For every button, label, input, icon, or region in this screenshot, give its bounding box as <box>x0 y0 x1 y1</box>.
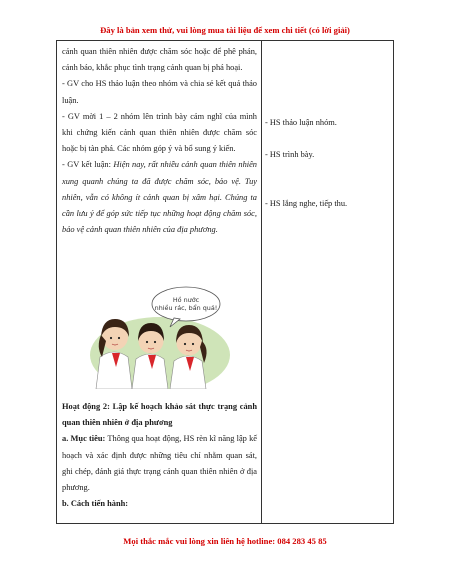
paragraph-group-discussion: - GV cho HS thảo luận theo nhóm và chia sẻ kết quả thảo luận. <box>62 79 257 105</box>
activity-two-section <box>62 399 257 512</box>
student-note-discussion: - HS thảo luận nhóm. <box>265 118 337 127</box>
conclusion-text: Hiện nay, rất nhiều cảnh quan thiên nhiên xung quanh chúng ta đã được chăm sóc, bảo vệ. Tuy nhiên, vẫn có không ít cảnh quan bị xâm hại. Chúng ta cần lưu ý để góp sức tiếp tục những hoạt động chăm sóc, bảo vệ cảnh quan thiên nhiên của địa phương. <box>62 160 257 235</box>
conclusion-lead: - GV kết luận: <box>62 160 114 170</box>
student-note-listen: - HS lắng nghe, tiếp thu. <box>265 199 348 208</box>
preview-banner: Đây là bản xem thử, vui lòng mua tài liệu để xem chi tiết (có lời giải) <box>100 25 350 35</box>
column-divider <box>261 41 262 523</box>
speech-line-1: Hồ nước <box>172 296 200 304</box>
speech-line-2: nhiều rác, bẩn quá! <box>154 304 218 312</box>
objective-paragraph <box>62 431 257 496</box>
paragraph-critique: cảnh quan thiên nhiên được chăm sóc hoặc để phê phán, cảnh báo, khắc phục tình trạng cảnh quan bị phá hoại. <box>62 47 257 73</box>
hotline-banner: Mọi thắc mắc vui lòng xin liên hệ hotline: 084 283 45 85 <box>123 536 327 546</box>
procedure-label: b. Cách tiến hành: <box>62 499 129 509</box>
paragraph-presentation: - GV mời 1 – 2 nhóm lên trình bày cảm nghĩ của mình khi chứng kiến cảnh quan thiên nhiên được chăm sóc hoặc bị tàn phá. Các nhóm góp ý và bổ sung ý kiến. <box>62 111 257 154</box>
objective-label: a. Mục tiêu: <box>62 434 106 444</box>
paragraph-conclusion <box>62 157 257 238</box>
lesson-table <box>56 40 394 524</box>
student-note-present: - HS trình bày. <box>265 150 315 159</box>
activity-title: Hoạt động 2: Lập kế hoạch khảo sát thực trạng cảnh quan thiên nhiên ở địa phương <box>62 402 257 428</box>
students-illustration <box>82 285 232 389</box>
objective-text: Thông qua hoạt động, HS rèn kĩ năng lập kế hoạch và xác định được những tiêu chí nhằm quan sát, ghi chép, đánh giá thực trạng cảnh quan thiên nhiên ở địa phương. <box>62 434 258 493</box>
teacher-activity-column <box>62 44 257 238</box>
